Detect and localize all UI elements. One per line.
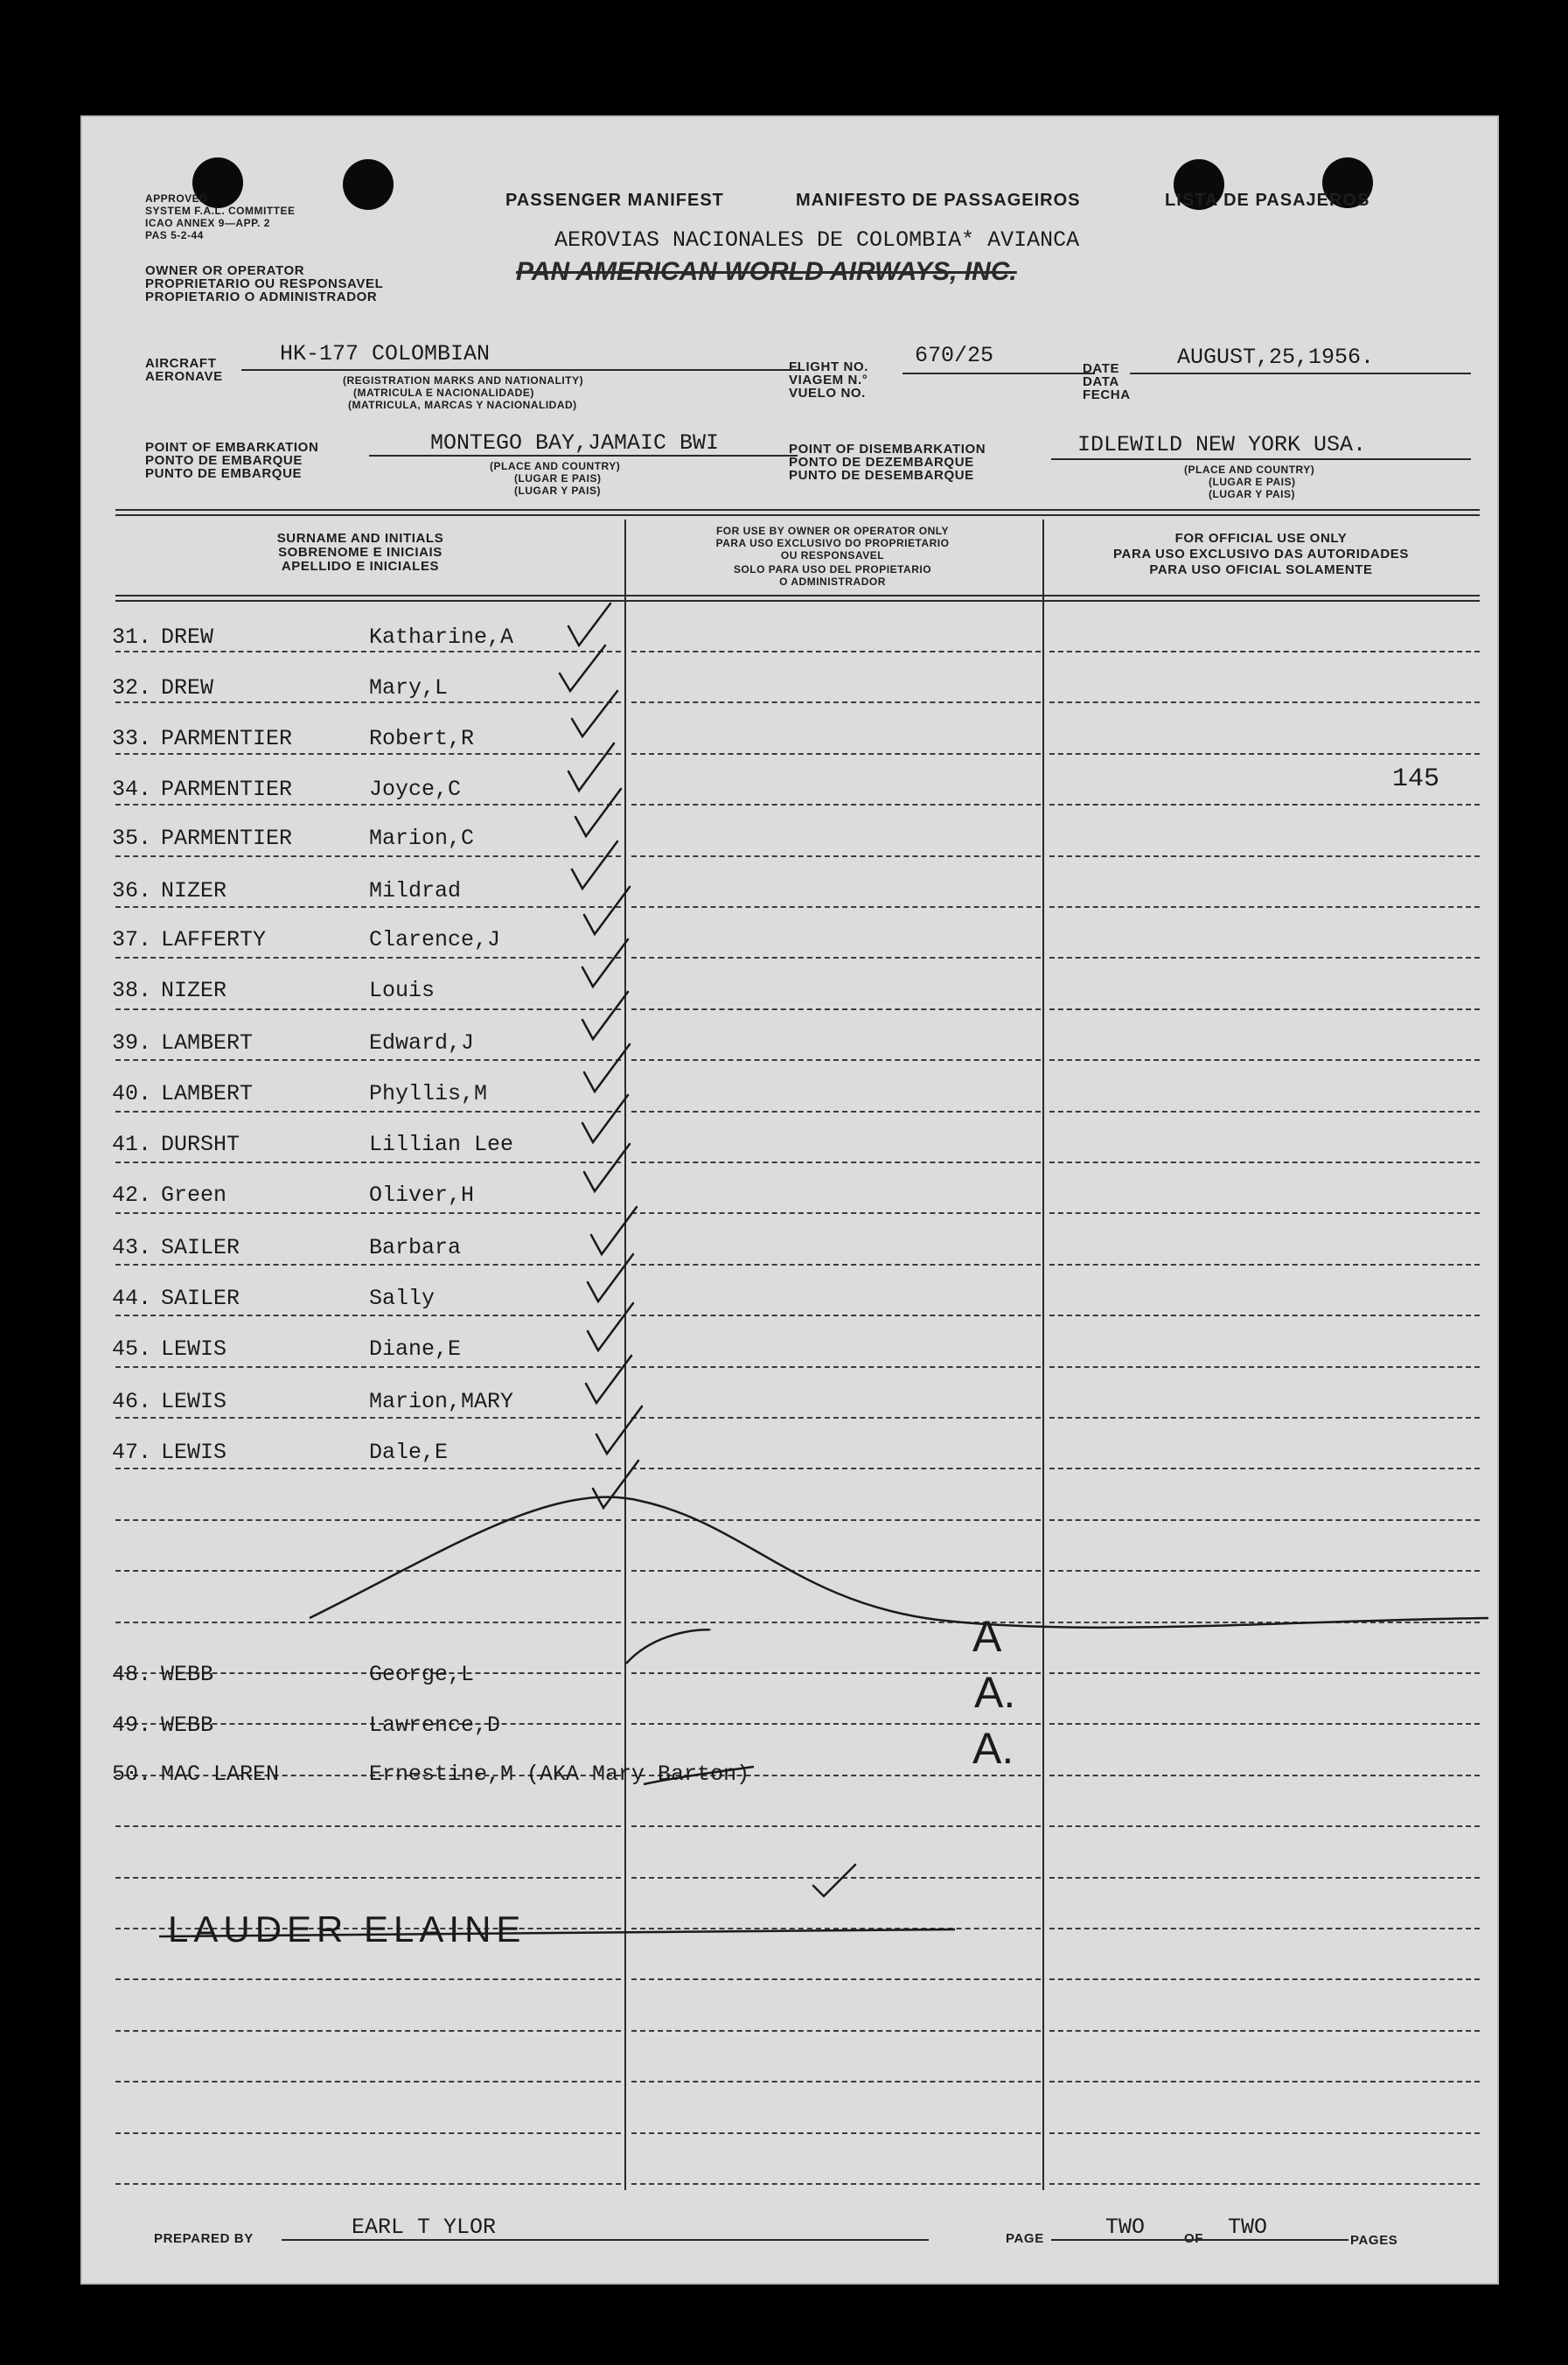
passenger-number: 32. bbox=[112, 675, 152, 701]
passenger-surname: LAFFERTY bbox=[161, 927, 267, 952]
col2-header: SOLO PARA USO DEL PROPIETARIO bbox=[733, 563, 932, 576]
title-en: PASSENGER MANIFEST bbox=[505, 191, 724, 210]
passenger-surname: PARMENTIER bbox=[161, 826, 293, 851]
passenger-number: 40. bbox=[112, 1081, 152, 1106]
place-caption: (LUGAR E PAIS) bbox=[1209, 476, 1296, 488]
passenger-given-name: Lawrence,D bbox=[369, 1713, 501, 1738]
col3-header: PARA USO EXCLUSIVO DAS AUTORIDADES bbox=[1113, 547, 1409, 562]
passenger-number: 36. bbox=[112, 878, 152, 903]
owner-label: PROPRIETARIO OU RESPONSAVEL bbox=[145, 276, 384, 291]
manifest-page bbox=[80, 115, 1499, 2285]
passenger-surname: LAMBERT bbox=[161, 1081, 254, 1106]
passenger-given-name: Phyllis,M bbox=[369, 1081, 488, 1106]
passenger-surname: PARMENTIER bbox=[161, 777, 293, 802]
passenger-given-name: Robert,R bbox=[369, 726, 475, 751]
col2-header: OU RESPONSAVEL bbox=[780, 549, 885, 562]
place-caption: (LUGAR Y PAIS) bbox=[1209, 488, 1296, 500]
place-caption: (LUGAR Y PAIS) bbox=[514, 485, 602, 497]
passenger-surname: NIZER bbox=[161, 878, 227, 903]
place-caption: (PLACE AND COUNTRY) bbox=[490, 460, 621, 472]
flight-label: FLIGHT NO. bbox=[789, 359, 868, 374]
aircraft-label: AERONAVE bbox=[145, 369, 223, 384]
place-caption: (LUGAR E PAIS) bbox=[514, 472, 602, 485]
approval-line: SYSTEM F.A.L. COMMITTEE bbox=[145, 205, 296, 217]
passenger-number: 45. bbox=[112, 1336, 152, 1362]
handwritten-mark: A. bbox=[972, 1724, 1014, 1773]
passenger-given-name: Mildrad bbox=[369, 878, 462, 903]
passenger-number: 44. bbox=[112, 1286, 152, 1311]
date-label: FECHA bbox=[1083, 387, 1131, 402]
passenger-number: 46. bbox=[112, 1389, 152, 1414]
page-label: PAGE bbox=[1006, 2231, 1044, 2246]
passenger-surname: Green bbox=[161, 1182, 227, 1208]
prepared-label: PREPARED BY bbox=[154, 2231, 254, 2246]
passenger-number: 34. bbox=[112, 777, 152, 802]
col2-header: PARA USO EXCLUSIVO DO PROPRIETARIO bbox=[715, 537, 950, 549]
passenger-surname: LEWIS bbox=[161, 1440, 227, 1465]
date-value: AUGUST,25,1956. bbox=[1177, 345, 1375, 370]
passenger-number: 35. bbox=[112, 826, 152, 851]
passenger-surname: SAILER bbox=[161, 1286, 240, 1311]
passenger-given-name: Mary,L bbox=[369, 675, 449, 701]
col1-header: SURNAME AND INITIALS bbox=[276, 531, 444, 546]
disembark-value: IDLEWILD NEW YORK USA. bbox=[1077, 432, 1367, 457]
operator-name: AEROVIAS NACIONALES DE COLOMBIA* AVIANCA bbox=[554, 227, 1080, 253]
passenger-surname: DURSHT bbox=[161, 1132, 240, 1157]
col2-header: FOR USE BY OWNER OR OPERATOR ONLY bbox=[715, 525, 950, 537]
place-caption: (PLACE AND COUNTRY) bbox=[1184, 464, 1315, 476]
passenger-number: 48. bbox=[112, 1662, 152, 1687]
passenger-surname: SAILER bbox=[161, 1235, 240, 1260]
owner-label: PROPIETARIO O ADMINISTRADOR bbox=[145, 290, 378, 304]
col3-header: PARA USO OFICIAL SOLAMENTE bbox=[1149, 562, 1373, 577]
official-note: 145 bbox=[1392, 764, 1440, 794]
passenger-given-name: Marion,C bbox=[369, 826, 475, 851]
date-label: DATA bbox=[1083, 374, 1119, 389]
passenger-given-name: Diane,E bbox=[369, 1336, 462, 1362]
passenger-given-name: George,L bbox=[369, 1662, 475, 1687]
passenger-given-name: Sally bbox=[369, 1286, 436, 1311]
registration-caption: (MATRICULA, MARCAS Y NACIONALIDAD) bbox=[348, 399, 577, 411]
passenger-surname: DREW bbox=[161, 675, 214, 701]
title-pt: MANIFESTO DE PASSAGEIROS bbox=[796, 191, 1081, 210]
flight-label: VIAGEM N.° bbox=[789, 373, 868, 387]
passenger-surname: DREW bbox=[161, 624, 214, 650]
embark-label: PONTO DE EMBARQUE bbox=[145, 453, 303, 468]
passenger-surname: NIZER bbox=[161, 978, 227, 1003]
arrow-scribble bbox=[626, 1629, 754, 1784]
aircraft-label: AIRCRAFT bbox=[145, 356, 217, 371]
passenger-number: 50. bbox=[112, 1762, 152, 1787]
passenger-given-name: Katharine,A bbox=[369, 624, 514, 650]
passenger-number: 38. bbox=[112, 978, 152, 1003]
passenger-surname: LAMBERT bbox=[161, 1030, 254, 1056]
passenger-number: 37. bbox=[112, 927, 152, 952]
passenger-number: 39. bbox=[112, 1030, 152, 1056]
embark-value: MONTEGO BAY,JAMAIC BWI bbox=[430, 430, 720, 456]
registration-caption: (MATRICULA E NACIONALIDADE) bbox=[353, 387, 534, 399]
registration-caption: (REGISTRATION MARKS AND NATIONALITY) bbox=[343, 374, 584, 387]
struck-name: LAUDER ELAINE bbox=[168, 1908, 526, 1950]
approval-line: PAS 5-2-44 bbox=[145, 229, 204, 241]
passenger-given-name: Edward,J bbox=[369, 1030, 475, 1056]
disembark-label: PONTO DE DEZEMBARQUE bbox=[789, 455, 974, 470]
check-marks bbox=[560, 603, 855, 1896]
passenger-surname: MAC LAREN bbox=[161, 1762, 280, 1787]
date-label: DATE bbox=[1083, 361, 1120, 376]
passenger-given-name: Lillian Lee bbox=[369, 1132, 514, 1157]
underline bbox=[282, 2239, 929, 2241]
of-value: TWO bbox=[1228, 2215, 1268, 2240]
passenger-number: 47. bbox=[112, 1440, 152, 1465]
flight-value: 670/25 bbox=[915, 343, 994, 368]
embark-label: PUNTO DE EMBARQUE bbox=[145, 466, 303, 481]
embark-label: POINT OF EMBARKATION bbox=[145, 440, 319, 455]
passenger-given-name: Ernestine,M (AKA Mary Barton) bbox=[369, 1762, 750, 1787]
passenger-surname: WEBB bbox=[161, 1662, 214, 1687]
passenger-number: 41. bbox=[112, 1132, 152, 1157]
passenger-surname: WEBB bbox=[161, 1713, 214, 1738]
underline bbox=[1051, 2239, 1348, 2241]
passenger-given-name: Clarence,J bbox=[369, 927, 501, 952]
passenger-number: 43. bbox=[112, 1235, 152, 1260]
title-es: LISTA DE PASAJEROS bbox=[1165, 191, 1370, 210]
prepared-value: EARL T YLOR bbox=[352, 2215, 497, 2240]
owner-label: OWNER OR OPERATOR bbox=[145, 263, 305, 278]
passenger-given-name: Oliver,H bbox=[369, 1182, 475, 1208]
passenger-given-name: Dale,E bbox=[369, 1440, 449, 1465]
flight-label: VUELO NO. bbox=[789, 386, 866, 401]
disembark-label: PUNTO DE DESEMBARQUE bbox=[789, 468, 974, 483]
passenger-surname: LEWIS bbox=[161, 1336, 227, 1362]
passenger-number: 42. bbox=[112, 1182, 152, 1208]
of-label: OF bbox=[1184, 2231, 1204, 2246]
passenger-number: 33. bbox=[112, 726, 152, 751]
page-value: TWO bbox=[1105, 2215, 1146, 2240]
passenger-number: 49. bbox=[112, 1713, 152, 1738]
passenger-number: 31. bbox=[112, 624, 152, 650]
approval-line: ICAO ANNEX 9—APP. 2 bbox=[145, 217, 270, 229]
passenger-given-name: Barbara bbox=[369, 1235, 462, 1260]
passenger-given-name: Joyce,C bbox=[369, 777, 462, 802]
passenger-given-name: Louis bbox=[369, 978, 436, 1003]
handwritten-mark: A bbox=[972, 1612, 1002, 1661]
passenger-surname: LEWIS bbox=[161, 1389, 227, 1414]
approval-line: APPROVED bbox=[145, 192, 208, 205]
handwritten-mark: A. bbox=[974, 1668, 1016, 1717]
col1-header: SOBRENOME E INICIAIS bbox=[278, 545, 443, 560]
passenger-given-name: Marion,MARY bbox=[369, 1389, 514, 1414]
col3-header: FOR OFFICIAL USE ONLY bbox=[1174, 531, 1348, 546]
col2-header: O ADMINISTRADOR bbox=[779, 576, 886, 588]
aircraft-value: HK-177 COLOMBIAN bbox=[280, 341, 491, 366]
operator-struck: PAN AMERICAN WORLD AIRWAYS, INC. bbox=[516, 257, 1017, 286]
pages-label: PAGES bbox=[1350, 2233, 1398, 2248]
col1-header: APELLIDO E INICIALES bbox=[281, 559, 440, 574]
handwriting-overlay bbox=[80, 115, 1499, 2285]
disembark-label: POINT OF DISEMBARKATION bbox=[789, 442, 986, 457]
passenger-surname: PARMENTIER bbox=[161, 726, 293, 751]
crossout-curve bbox=[310, 1497, 1488, 1628]
